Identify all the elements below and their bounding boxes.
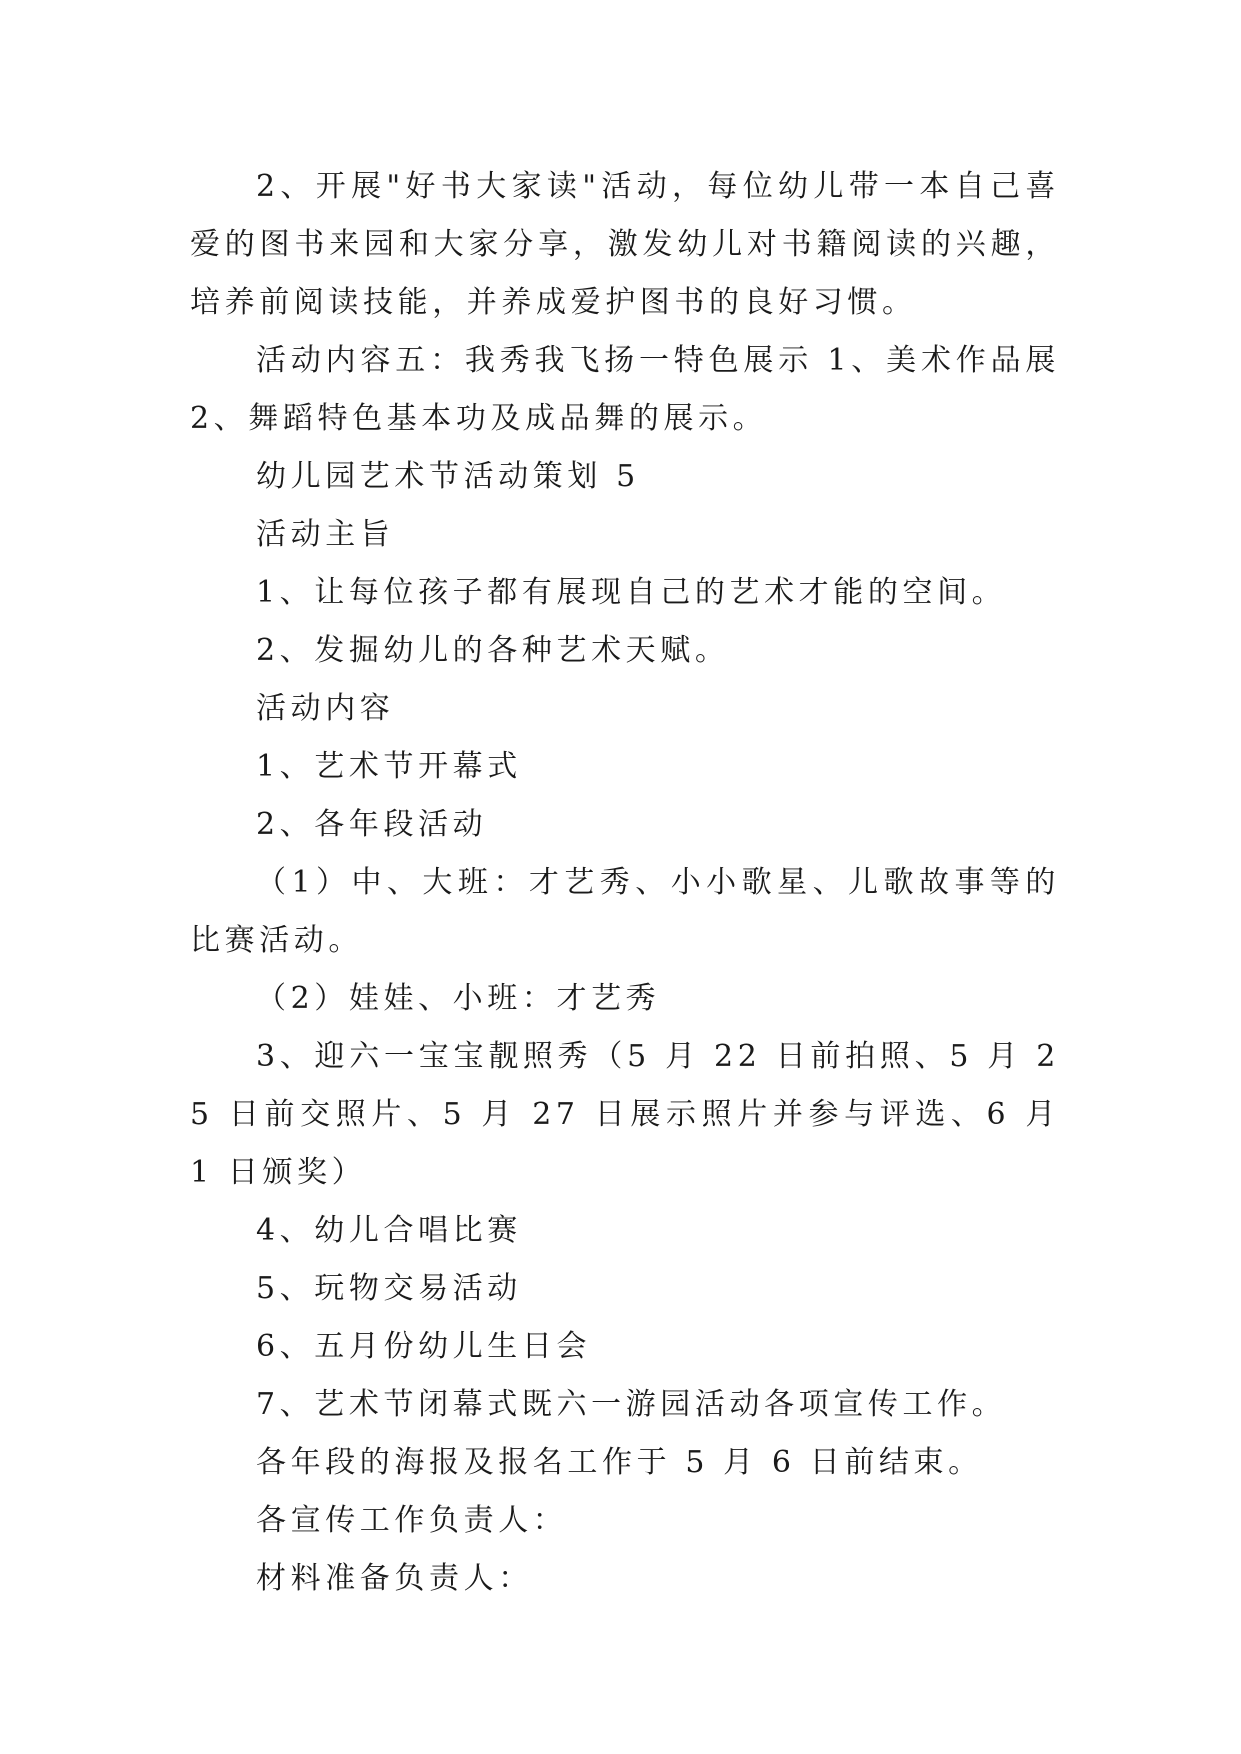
- section-title-art-festival-plan-5: 幼儿园艺术节活动策划 5: [256, 459, 640, 494]
- content-item-6: 6、五月份幼儿生日会: [256, 1329, 592, 1364]
- paragraph-activity-five: 活动内容五：我秀我飞扬一特色展示 1、美术作品展 2、舞蹈特色基本功及成品舞的展示。: [190, 343, 1060, 436]
- content-item-4: 4、幼儿合唱比赛: [256, 1213, 522, 1248]
- document-body: [190, 158, 1060, 1608]
- poster-deadline-note: 各年段的海报及报名工作于 5 月 6 日前结束。: [256, 1445, 983, 1480]
- content-item-7: 7、艺术节闭幕式既六一游园活动各项宣传工作。: [256, 1387, 1007, 1422]
- content-subitem-1: （1）中、大班：才艺秀、小小歌星、儿歌故事等的比赛活动。: [190, 865, 1060, 958]
- content-item-3: 3、迎六一宝宝靓照秀（5 月 22 日前拍照、5 月 25 日前交照片、5 月 27 日展示照片并参与评选、6 月 1 日颁奖）: [190, 1039, 1060, 1190]
- content-item-2: 2、各年段活动: [256, 807, 488, 842]
- paragraph-reading-activity: 2、开展"好书大家读"活动，每位幼儿带一本自己喜爱的图书来园和大家分享，激发幼儿对书籍阅读的兴趣，培养前阅读技能，并养成爱护图书的良好习惯。: [190, 169, 1060, 320]
- purpose-item-2: 2、发掘幼儿的各种艺术天赋。: [256, 633, 730, 668]
- purpose-item-1: 1、让每位孩子都有展现自己的艺术才能的空间。: [256, 575, 1007, 610]
- heading-activity-purpose: 活动主旨: [256, 517, 395, 552]
- content-subitem-2: （2）娃娃、小班：才艺秀: [256, 981, 661, 1016]
- materials-owner-line: 材料准备负责人：: [256, 1561, 533, 1596]
- heading-activity-content: 活动内容: [256, 691, 395, 726]
- content-item-1: 1、艺术节开幕式: [256, 749, 522, 784]
- publicity-owner-line: 各宣传工作负责人：: [256, 1503, 568, 1538]
- content-item-5: 5、玩物交易活动: [256, 1271, 522, 1306]
